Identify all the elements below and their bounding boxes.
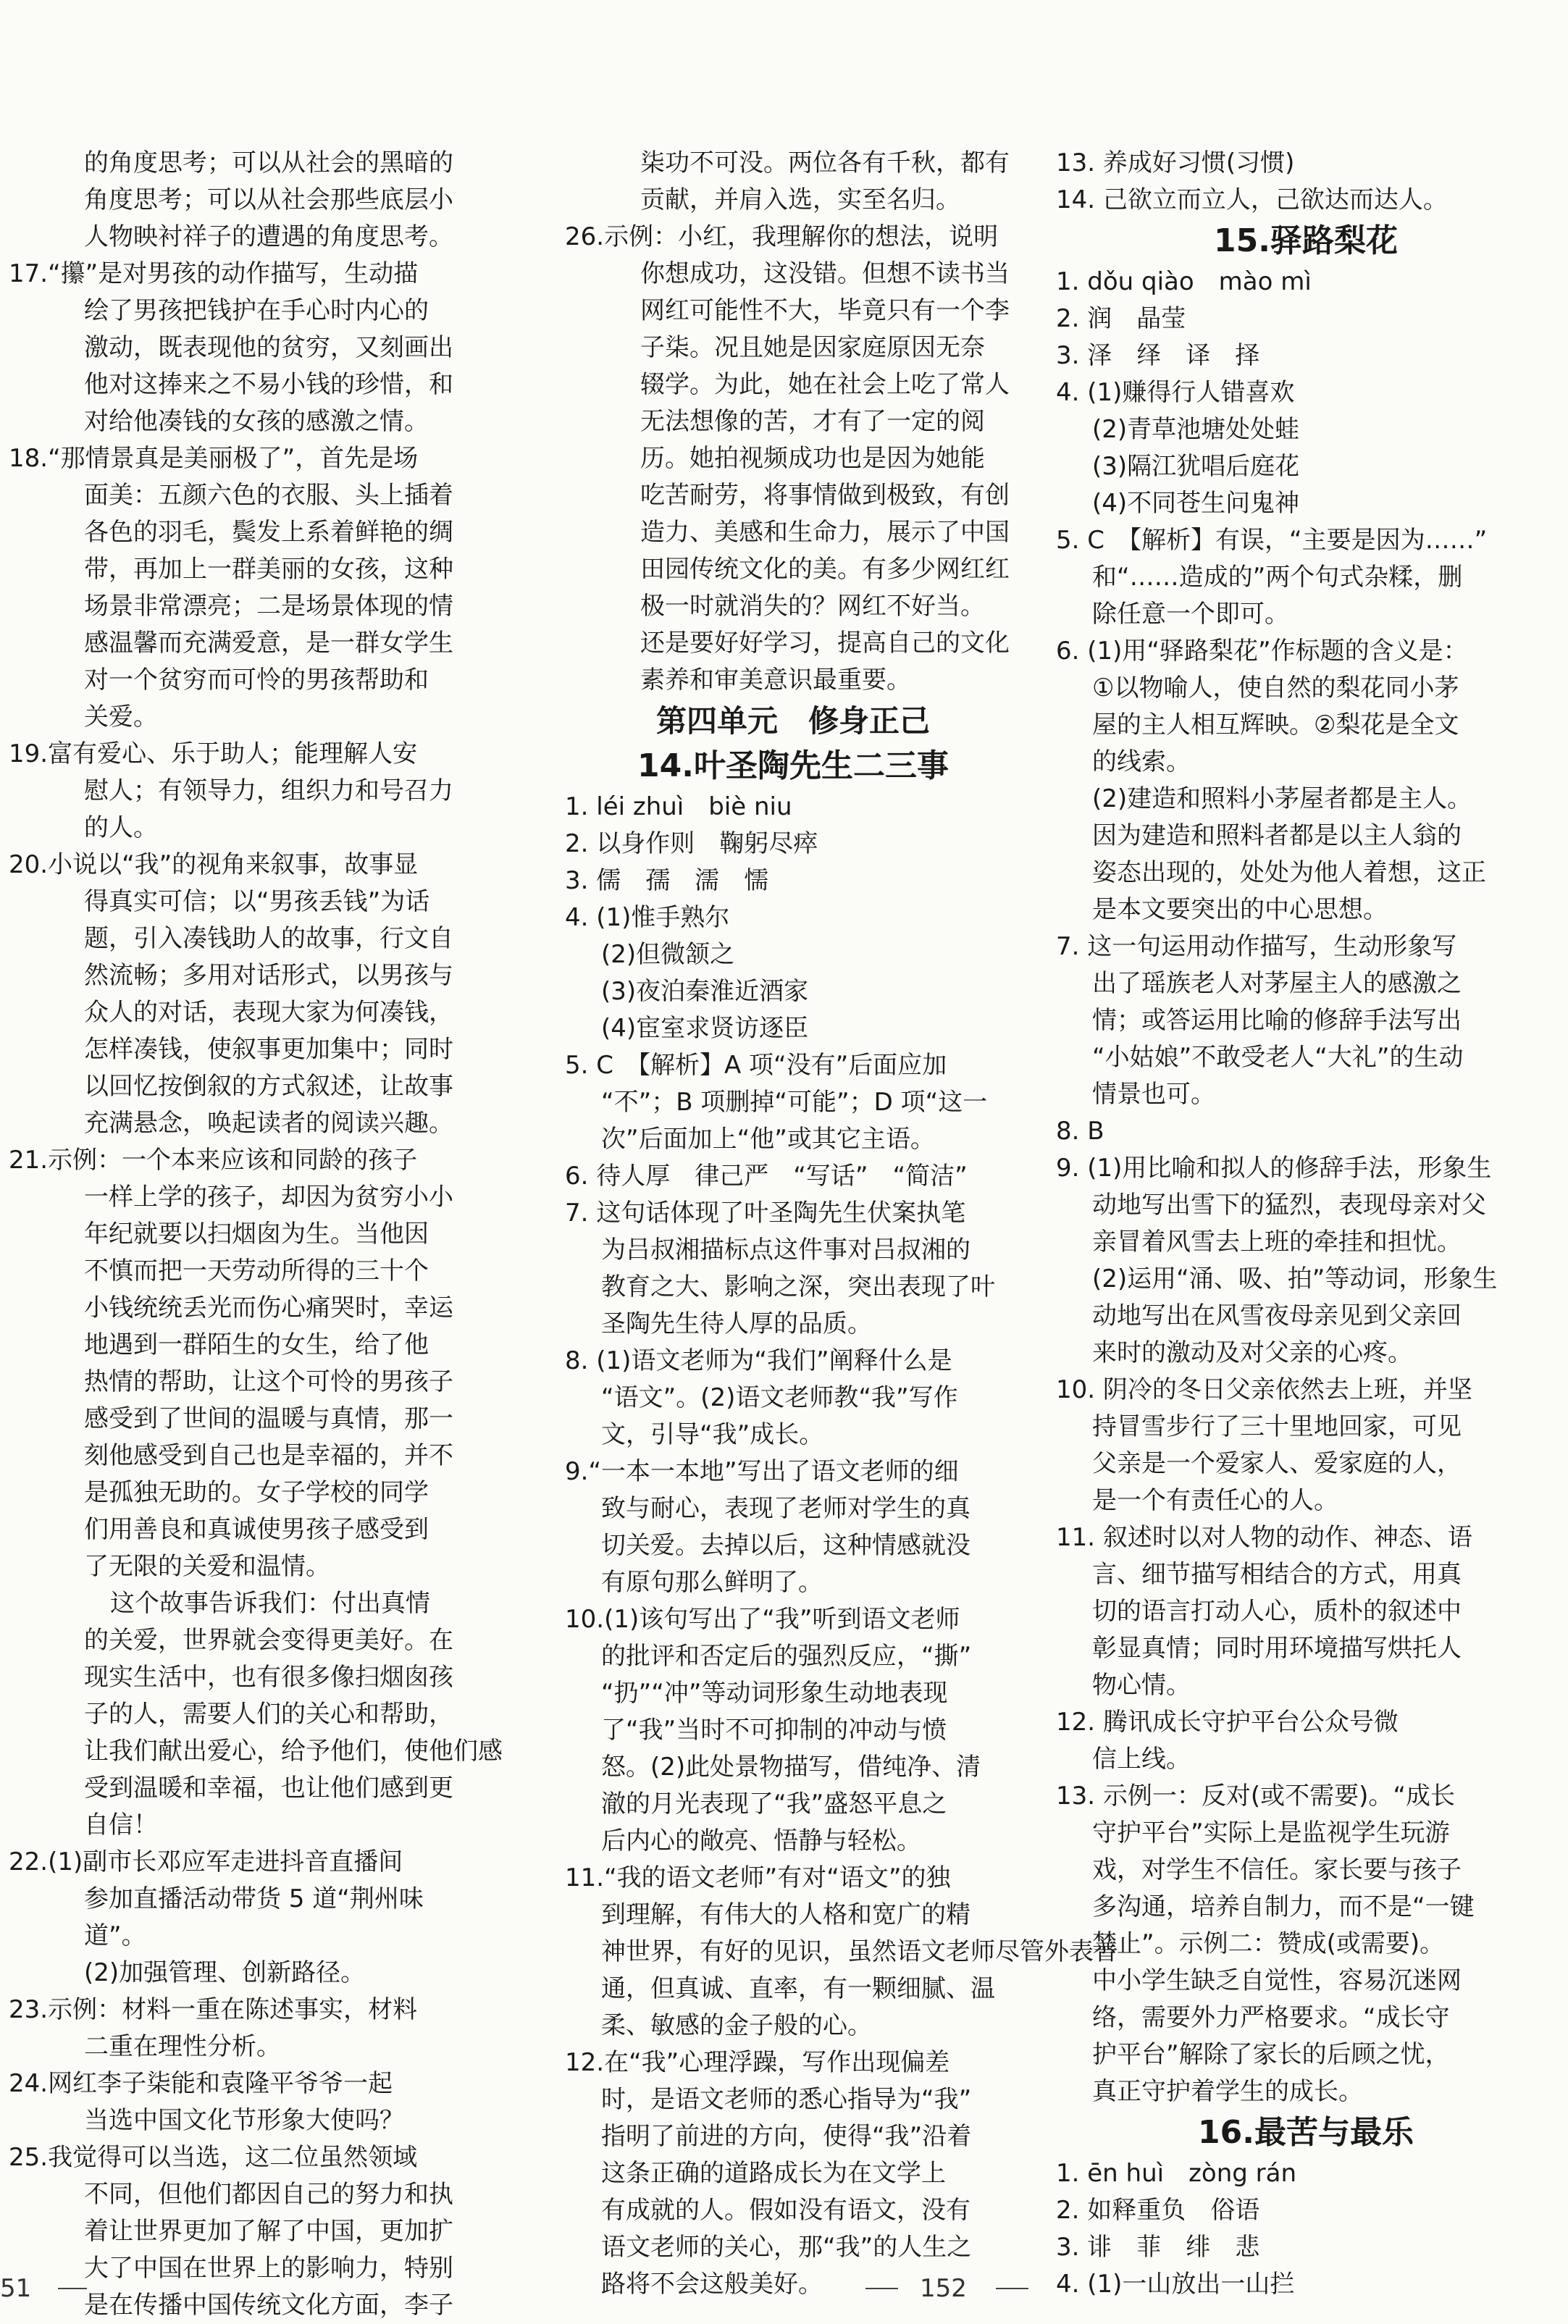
answer-line: 神世界，有好的见识，虽然语文老师尽管外表普 bbox=[601, 1937, 1118, 1966]
answer-line: 4. (1)一山放出一山拦 bbox=[1056, 2270, 1295, 2299]
answer-line: 们用善良和真诚使男孩子感受到 bbox=[84, 1515, 429, 1544]
answer-line: 24.网红李子柒能和袁隆平爷爷一起 bbox=[9, 2069, 393, 2098]
answer-line: 情；或答运用比喻的修辞手法写出 bbox=[1092, 1006, 1462, 1035]
answer-line: 为吕叔湘描标点这件事对吕叔湘的 bbox=[601, 1236, 970, 1264]
answer-line: 1. léi zhuì biè niu bbox=[565, 792, 792, 821]
answer-line: 10. 阴冷的冬日父亲依然去上班，并坚 bbox=[1056, 1375, 1472, 1404]
answer-line: 持冒雪步行了三十里地回家，可见 bbox=[1092, 1412, 1462, 1441]
answer-line: 6. (1)用“驿路梨花”作标题的含义是： bbox=[1056, 637, 1468, 666]
answer-line: 怒。(2)此处景物描写，借纯净、清 bbox=[601, 1753, 981, 1782]
answer-line: 感温馨而充满爱意，是一群女学生 bbox=[84, 629, 453, 658]
answer-line: 圣陶先生待人厚的品质。 bbox=[601, 1309, 872, 1338]
answer-line: 贡献，并肩入选，实至名归。 bbox=[640, 185, 960, 214]
answer-line: 7. 这一句运用动作描写，生动形象写 bbox=[1056, 932, 1457, 961]
answer-line: 动地写出雪下的猛烈，表现母亲对父 bbox=[1092, 1191, 1486, 1220]
answer-line: 5. C 【解析】A 项“没有”后面应加 bbox=[565, 1051, 947, 1080]
answer-line: 屋的主人相互辉映。②梨花是全文 bbox=[1092, 710, 1459, 739]
answer-line: (4)宦室求贤访逐臣 bbox=[601, 1014, 809, 1043]
lesson-heading: 14.叶圣陶先生二三事 bbox=[637, 747, 949, 784]
answer-line: (3)隔江犹唱后庭花 bbox=[1092, 452, 1300, 481]
answer-line: 是本文要突出的中心思想。 bbox=[1092, 895, 1388, 924]
answer-line: 2. 如释重负 俗语 bbox=[1056, 2196, 1260, 2225]
answer-line: 2. 润 晶莹 bbox=[1056, 304, 1186, 333]
answer-line: (2)但微颔之 bbox=[601, 940, 735, 969]
page-number-dash bbox=[996, 2288, 1028, 2289]
answer-line: 中小学生缺乏自觉性，容易沉迷网 bbox=[1092, 1966, 1462, 1995]
page-number-dash bbox=[58, 2288, 87, 2289]
answer-line: 言、细节描写相结合的方式，用真 bbox=[1092, 1560, 1462, 1589]
answer-line: 切关爱。去掉以后，这种情感就没 bbox=[601, 1531, 970, 1560]
answer-line: 大了中国在世界上的影响力，特别 bbox=[84, 2254, 453, 2283]
answer-line: 次”后面加上“他”或其它主语。 bbox=[601, 1125, 935, 1154]
answer-line: 22.(1)副市长邓应军走进抖音直播间 bbox=[9, 1847, 403, 1876]
answer-line: 切的语言打动人心，质朴的叙述中 bbox=[1092, 1597, 1462, 1626]
answer-line: 面美：五颜六色的衣服、头上插着 bbox=[84, 481, 453, 510]
answer-line: “扔”“冲”等动词形象生动地表现 bbox=[601, 1679, 948, 1708]
answer-line: 辍学。为此，她在社会上吃了常人 bbox=[640, 370, 1010, 399]
answer-line: 着让世界更加了解了中国，更加扩 bbox=[84, 2217, 453, 2246]
answer-line: 14. 己欲立而立人，己欲达而达人。 bbox=[1056, 185, 1448, 214]
answer-line: 时，是语文老师的悉心指导为“我” bbox=[601, 2085, 972, 2114]
answer-line: 13. 养成好习惯(习惯) bbox=[1056, 148, 1295, 177]
answer-line: 绘了男孩把钱护在手心时内心的 bbox=[84, 296, 429, 325]
answer-line: 教育之大、影响之深，突出表现了叶 bbox=[601, 1272, 995, 1301]
answer-line: 众人的对话，表现大家为何凑钱， bbox=[84, 998, 453, 1027]
answer-line: 彰显真情；同时用环境描写烘托人 bbox=[1092, 1634, 1462, 1663]
answer-line: (2)运用“涌、吸、拍”等动词，形象生 bbox=[1092, 1264, 1498, 1293]
answer-line: 和“……造成的”两个句式杂糅，删 bbox=[1092, 563, 1463, 592]
answer-line: 有原句那么鲜明了。 bbox=[601, 1568, 823, 1597]
answer-line: 姿态出现的，处处为他人着想，这正 bbox=[1092, 858, 1486, 887]
answer-line: 动地写出在风雪夜母亲见到父亲回 bbox=[1092, 1301, 1462, 1330]
answer-line: (4)不同苍生问鬼神 bbox=[1092, 489, 1300, 518]
answer-line: 9.“一本一本地”写出了语文老师的细 bbox=[565, 1457, 959, 1486]
answer-line: 柒功不可没。两位各有千秋，都有 bbox=[640, 148, 1010, 177]
answer-line: 出了瑶族老人对茅屋主人的感激之 bbox=[1092, 969, 1462, 998]
answer-line: 23.示例：材料一重在陈述事实，材料 bbox=[9, 1995, 418, 2024]
answer-line: “语文”。(2)语文老师教“我”写作 bbox=[601, 1383, 958, 1412]
answer-line: 你想成功，这没错。但想不读书当 bbox=[640, 259, 1010, 288]
answer-line: 刻他感受到自己也是幸福的，并不 bbox=[84, 1441, 453, 1470]
answer-line: 11.“我的语文老师”有对“语文”的独 bbox=[565, 1863, 951, 1892]
answer-line: (3)夜泊秦淮近酒家 bbox=[601, 977, 809, 1006]
lesson-heading: 16.最苦与最乐 bbox=[1198, 2114, 1414, 2151]
answer-line: 1. dǒu qiào mào mì bbox=[1056, 267, 1312, 296]
answer-line: 人物映衬祥子的遭遇的角度思考。 bbox=[84, 222, 453, 251]
answer-line: 20.小说以“我”的视角来叙事，故事显 bbox=[9, 850, 419, 879]
answer-line: 得真实可信；以“男孩丢钱”为话 bbox=[84, 887, 430, 916]
answer-column-right bbox=[1056, 145, 1556, 2303]
answer-line: 场景非常漂亮；二是场景体现的情 bbox=[84, 592, 453, 621]
answer-line: 路将不会这般美好。 bbox=[601, 2270, 823, 2299]
answer-line: 感受到了世间的温暖与真情，那一 bbox=[84, 1404, 453, 1433]
answer-line: 还是要好好学习，提高自己的文化 bbox=[640, 629, 1010, 658]
answer-line: 护平台”解除了家长的后顾之忧， bbox=[1092, 2040, 1450, 2069]
answer-line: 25.我觉得可以当选，这二位虽然领域 bbox=[9, 2143, 418, 2172]
answer-line: 真正守护着学生的成长。 bbox=[1092, 2077, 1363, 2106]
answer-line: 致与耐心，表现了老师对学生的真 bbox=[601, 1494, 970, 1523]
unit-heading: 第四单元 修身正己 bbox=[655, 703, 930, 739]
answer-line: 19.富有爱心、乐于助人；能理解人安 bbox=[9, 739, 418, 768]
answer-line: 了无限的关爱和温情。 bbox=[84, 1552, 330, 1581]
answer-line: 题，引入凑钱助人的故事，行文自 bbox=[84, 924, 453, 953]
answer-line: 道”。 bbox=[84, 1921, 146, 1950]
answer-line: 6. 待人厚 律己严 “写话” “简洁” bbox=[565, 1162, 968, 1191]
answer-line: 络，需要外力严格要求。“成长守 bbox=[1092, 2003, 1450, 2032]
answer-line: 的批评和否定后的强烈反应，“撕” bbox=[601, 1642, 972, 1671]
answer-line: 这条正确的道路成长为在文学上 bbox=[601, 2159, 946, 2188]
answer-line: 当选中国文化节形象大使吗？ bbox=[84, 2106, 404, 2135]
answer-line: 是一个有责任心的人。 bbox=[1092, 1486, 1338, 1515]
answer-line: 二重在理性分析。 bbox=[84, 2032, 281, 2061]
answer-line: 慰人；有领导力，组织力和号召力 bbox=[84, 776, 453, 805]
answer-line: 不慎而把一天劳动所得的三十个 bbox=[84, 1257, 429, 1285]
answer-line: 指明了前进的方向，使得“我”沿着 bbox=[601, 2122, 972, 2151]
answer-line: 是在传播中国传统文化方面，李子 bbox=[84, 2291, 453, 2320]
answer-line: 受到温暖和幸福，也让他们感到更 bbox=[84, 1774, 453, 1803]
answer-line: 禁止”。示例二：赞成(或需要)。 bbox=[1092, 1929, 1445, 1958]
answer-line: 热情的帮助，让这个可怜的男孩子 bbox=[84, 1367, 453, 1396]
answer-line: 11. 叙述时以对人物的动作、神态、语 bbox=[1056, 1523, 1472, 1552]
answer-line: 对一个贫穷而可怜的男孩帮助和 bbox=[84, 666, 429, 695]
answer-line: 极一时就消失的？网红不好当。 bbox=[640, 592, 985, 621]
answer-line: 是孤独无助的。女子学校的同学 bbox=[84, 1478, 429, 1507]
answer-line: 文，引导“我”成长。 bbox=[601, 1420, 824, 1449]
answer-line: 21.示例：一个本来应该和同龄的孩子 bbox=[9, 1146, 418, 1175]
answer-line: 年纪就要以扫烟囱为生。当他因 bbox=[84, 1220, 429, 1249]
answer-line: ①以物喻人，使自然的梨花同小茅 bbox=[1092, 674, 1459, 702]
answer-line: 除任意一个即可。 bbox=[1092, 600, 1289, 629]
answer-line: 物心情。 bbox=[1092, 1671, 1191, 1700]
answer-line: 的人。 bbox=[84, 813, 158, 842]
answer-line: 语文老师的关心，那“我”的人生之 bbox=[601, 2233, 972, 2262]
answer-line: 网红可能性不大，毕竟只有一个李 bbox=[640, 296, 1010, 325]
answer-line: 柔、敏感的金子般的心。 bbox=[601, 2011, 872, 2040]
answer-line: 8. B bbox=[1056, 1117, 1104, 1146]
answer-line: 怎样凑钱，使叙事更加集中；同时 bbox=[84, 1035, 453, 1064]
answer-line: 因为建造和照料者都是以主人翁的 bbox=[1092, 821, 1462, 850]
answer-line: 带，再加上一群美丽的女孩，这种 bbox=[84, 555, 453, 584]
answer-line: 12. 腾讯成长守护平台公众号微 bbox=[1056, 1708, 1399, 1737]
answer-line: 各色的羽毛，鬓发上系着鲜艳的绸 bbox=[84, 518, 453, 547]
page-number-left: 51 bbox=[0, 2274, 32, 2303]
answer-line: 一样上学的孩子，却因为贫穷小小 bbox=[84, 1183, 453, 1212]
answer-line: 激动，既表现他的贫穷，又刻画出 bbox=[84, 333, 453, 362]
answer-column-left bbox=[9, 145, 503, 2324]
answer-line: 7. 这句话体现了叶圣陶先生伏案执笔 bbox=[565, 1199, 966, 1228]
answer-line: 10.(1)该句写出了“我”听到语文老师 bbox=[565, 1605, 960, 1634]
answer-line: 18.“那情景真是美丽极了”，首先是场 bbox=[9, 444, 419, 473]
answer-line: “不”；B 项删掉“可能”；D 项“这一 bbox=[601, 1088, 988, 1117]
answer-line: 父亲是一个爱家人、爱家庭的人， bbox=[1092, 1449, 1462, 1478]
answer-line: 4. (1)赚得行人错喜欢 bbox=[1056, 378, 1295, 407]
answer-line: 这个故事告诉我们：付出真情 bbox=[110, 1589, 430, 1618]
answer-line: 了“我”当时不可抑制的冲动与愤 bbox=[601, 1716, 947, 1745]
answer-line: 后内心的敞亮、悟静与轻松。 bbox=[601, 1826, 921, 1855]
answer-line: 信上线。 bbox=[1092, 1745, 1191, 1774]
page-number-center: 152 bbox=[920, 2274, 967, 2303]
answer-line: 13. 示例一：反对(或不需要)。“成长 bbox=[1056, 1782, 1456, 1811]
page-number-dash bbox=[865, 2288, 898, 2289]
answer-line: 历。她拍视频成功也是因为她能 bbox=[640, 444, 985, 473]
answer-line: 让我们献出爱心，给予他们，使他们感 bbox=[84, 1737, 503, 1766]
answer-line: 17.“攥”是对男孩的动作描写，生动描 bbox=[9, 259, 419, 288]
answer-line: 26.示例：小红，我理解你的想法，说明 bbox=[565, 222, 999, 251]
answer-line: (2)建造和照料小茅屋者都是主人。 bbox=[1092, 784, 1472, 813]
answer-line: 充满悬念，唤起读者的阅读兴趣。 bbox=[84, 1109, 453, 1138]
answer-line: 田园传统文化的美。有多少网红红 bbox=[640, 555, 1010, 584]
answer-line: 4. (1)惟手熟尔 bbox=[565, 903, 730, 932]
answer-line: 造力、美感和生命力，展示了中国 bbox=[640, 518, 1010, 547]
answer-line: (2)加强管理、创新路径。 bbox=[84, 1958, 366, 1987]
answer-line: 吃苦耐劳，将事情做到极致，有创 bbox=[640, 481, 1010, 510]
answer-line: 的关爱，世界就会变得更美好。在 bbox=[84, 1626, 453, 1655]
answer-line: 参加直播活动带货 5 道“荆州味 bbox=[84, 1884, 424, 1913]
answer-line: 的角度思考；可以从社会的黑暗的 bbox=[84, 148, 453, 177]
answer-line: 8. (1)语文老师为“我们”阐释什么是 bbox=[565, 1346, 952, 1375]
answer-line: 关爱。 bbox=[84, 702, 158, 731]
answer-line: 现实生活中，也有很多像扫烟囱孩 bbox=[84, 1663, 453, 1692]
answer-line: 多沟通，培养自制力，而不是“一键 bbox=[1092, 1892, 1475, 1921]
answer-line: 情景也可。 bbox=[1092, 1080, 1215, 1109]
answer-line: 他对这捧来之不易小钱的珍惜，和 bbox=[84, 370, 453, 399]
answer-line: 来时的激动及对父亲的心疼。 bbox=[1092, 1338, 1412, 1367]
answer-line: 子柒。况且她是因家庭原因无奈 bbox=[640, 333, 985, 362]
answer-line: (2)青草池塘处处蛙 bbox=[1092, 415, 1300, 444]
answer-line: 通，但真诚、直率，有一颗细腻、温 bbox=[601, 1974, 995, 2003]
answer-line: 澈的月光表现了“我”盛怒平息之 bbox=[601, 1790, 947, 1818]
answer-line: 2. 以身作则 鞠躬尽瘁 bbox=[565, 829, 818, 858]
answer-line: 守护平台”实际上是监视学生玩游 bbox=[1092, 1818, 1450, 1847]
answer-line: 无法想像的苦，才有了一定的阅 bbox=[640, 407, 985, 436]
answer-line: “小姑娘”不敢受老人“大礼”的生动 bbox=[1092, 1043, 1464, 1072]
answer-line: 的线索。 bbox=[1092, 747, 1191, 776]
answer-line: 9. (1)用比喻和拟人的修辞手法，形象生 bbox=[1056, 1154, 1492, 1183]
answer-line: 到理解，有伟大的人格和宽广的精 bbox=[601, 1900, 970, 1929]
answer-line: 然流畅；多用对话形式，以男孩与 bbox=[84, 961, 453, 990]
answer-line: 有成就的人。假如没有语文，没有 bbox=[601, 2196, 970, 2225]
answer-line: 3. 儒 孺 濡 懦 bbox=[565, 866, 769, 895]
answer-line: 亲冒着风雪去上班的牵挂和担忧。 bbox=[1092, 1228, 1462, 1257]
answer-line: 5. C 【解析】有误，“主要是因为……” bbox=[1056, 526, 1488, 555]
answer-line: 12.在“我”心理浮躁，写作出现偏差 bbox=[565, 2048, 950, 2077]
answer-line: 角度思考；可以从社会那些底层小 bbox=[84, 185, 453, 214]
answer-line: 以回忆按倒叙的方式叙述，让故事 bbox=[84, 1072, 453, 1101]
answer-line: 子的人，需要人们的关心和帮助， bbox=[84, 1700, 453, 1729]
answer-line: 3. 泽 绎 译 择 bbox=[1056, 341, 1260, 370]
answer-line: 对给他凑钱的女孩的感激之情。 bbox=[84, 407, 429, 436]
answer-line: 自信！ bbox=[84, 1811, 158, 1840]
answer-line: 1. ēn huì zòng rán bbox=[1056, 2159, 1297, 2188]
answer-line: 不同，但他们都因自己的努力和执 bbox=[84, 2180, 453, 2209]
answer-line: 戏，对学生不信任。家长要与孩子 bbox=[1092, 1855, 1462, 1884]
answer-line: 3. 诽 菲 绯 悲 bbox=[1056, 2233, 1260, 2262]
lesson-heading: 15.驿路梨花 bbox=[1214, 222, 1398, 259]
answer-line: 小钱统统丢光而伤心痛哭时，幸运 bbox=[84, 1293, 453, 1322]
answer-line: 素养和审美意识最重要。 bbox=[640, 666, 911, 695]
answer-line: 地遇到一群陌生的女生，给了他 bbox=[84, 1330, 429, 1359]
